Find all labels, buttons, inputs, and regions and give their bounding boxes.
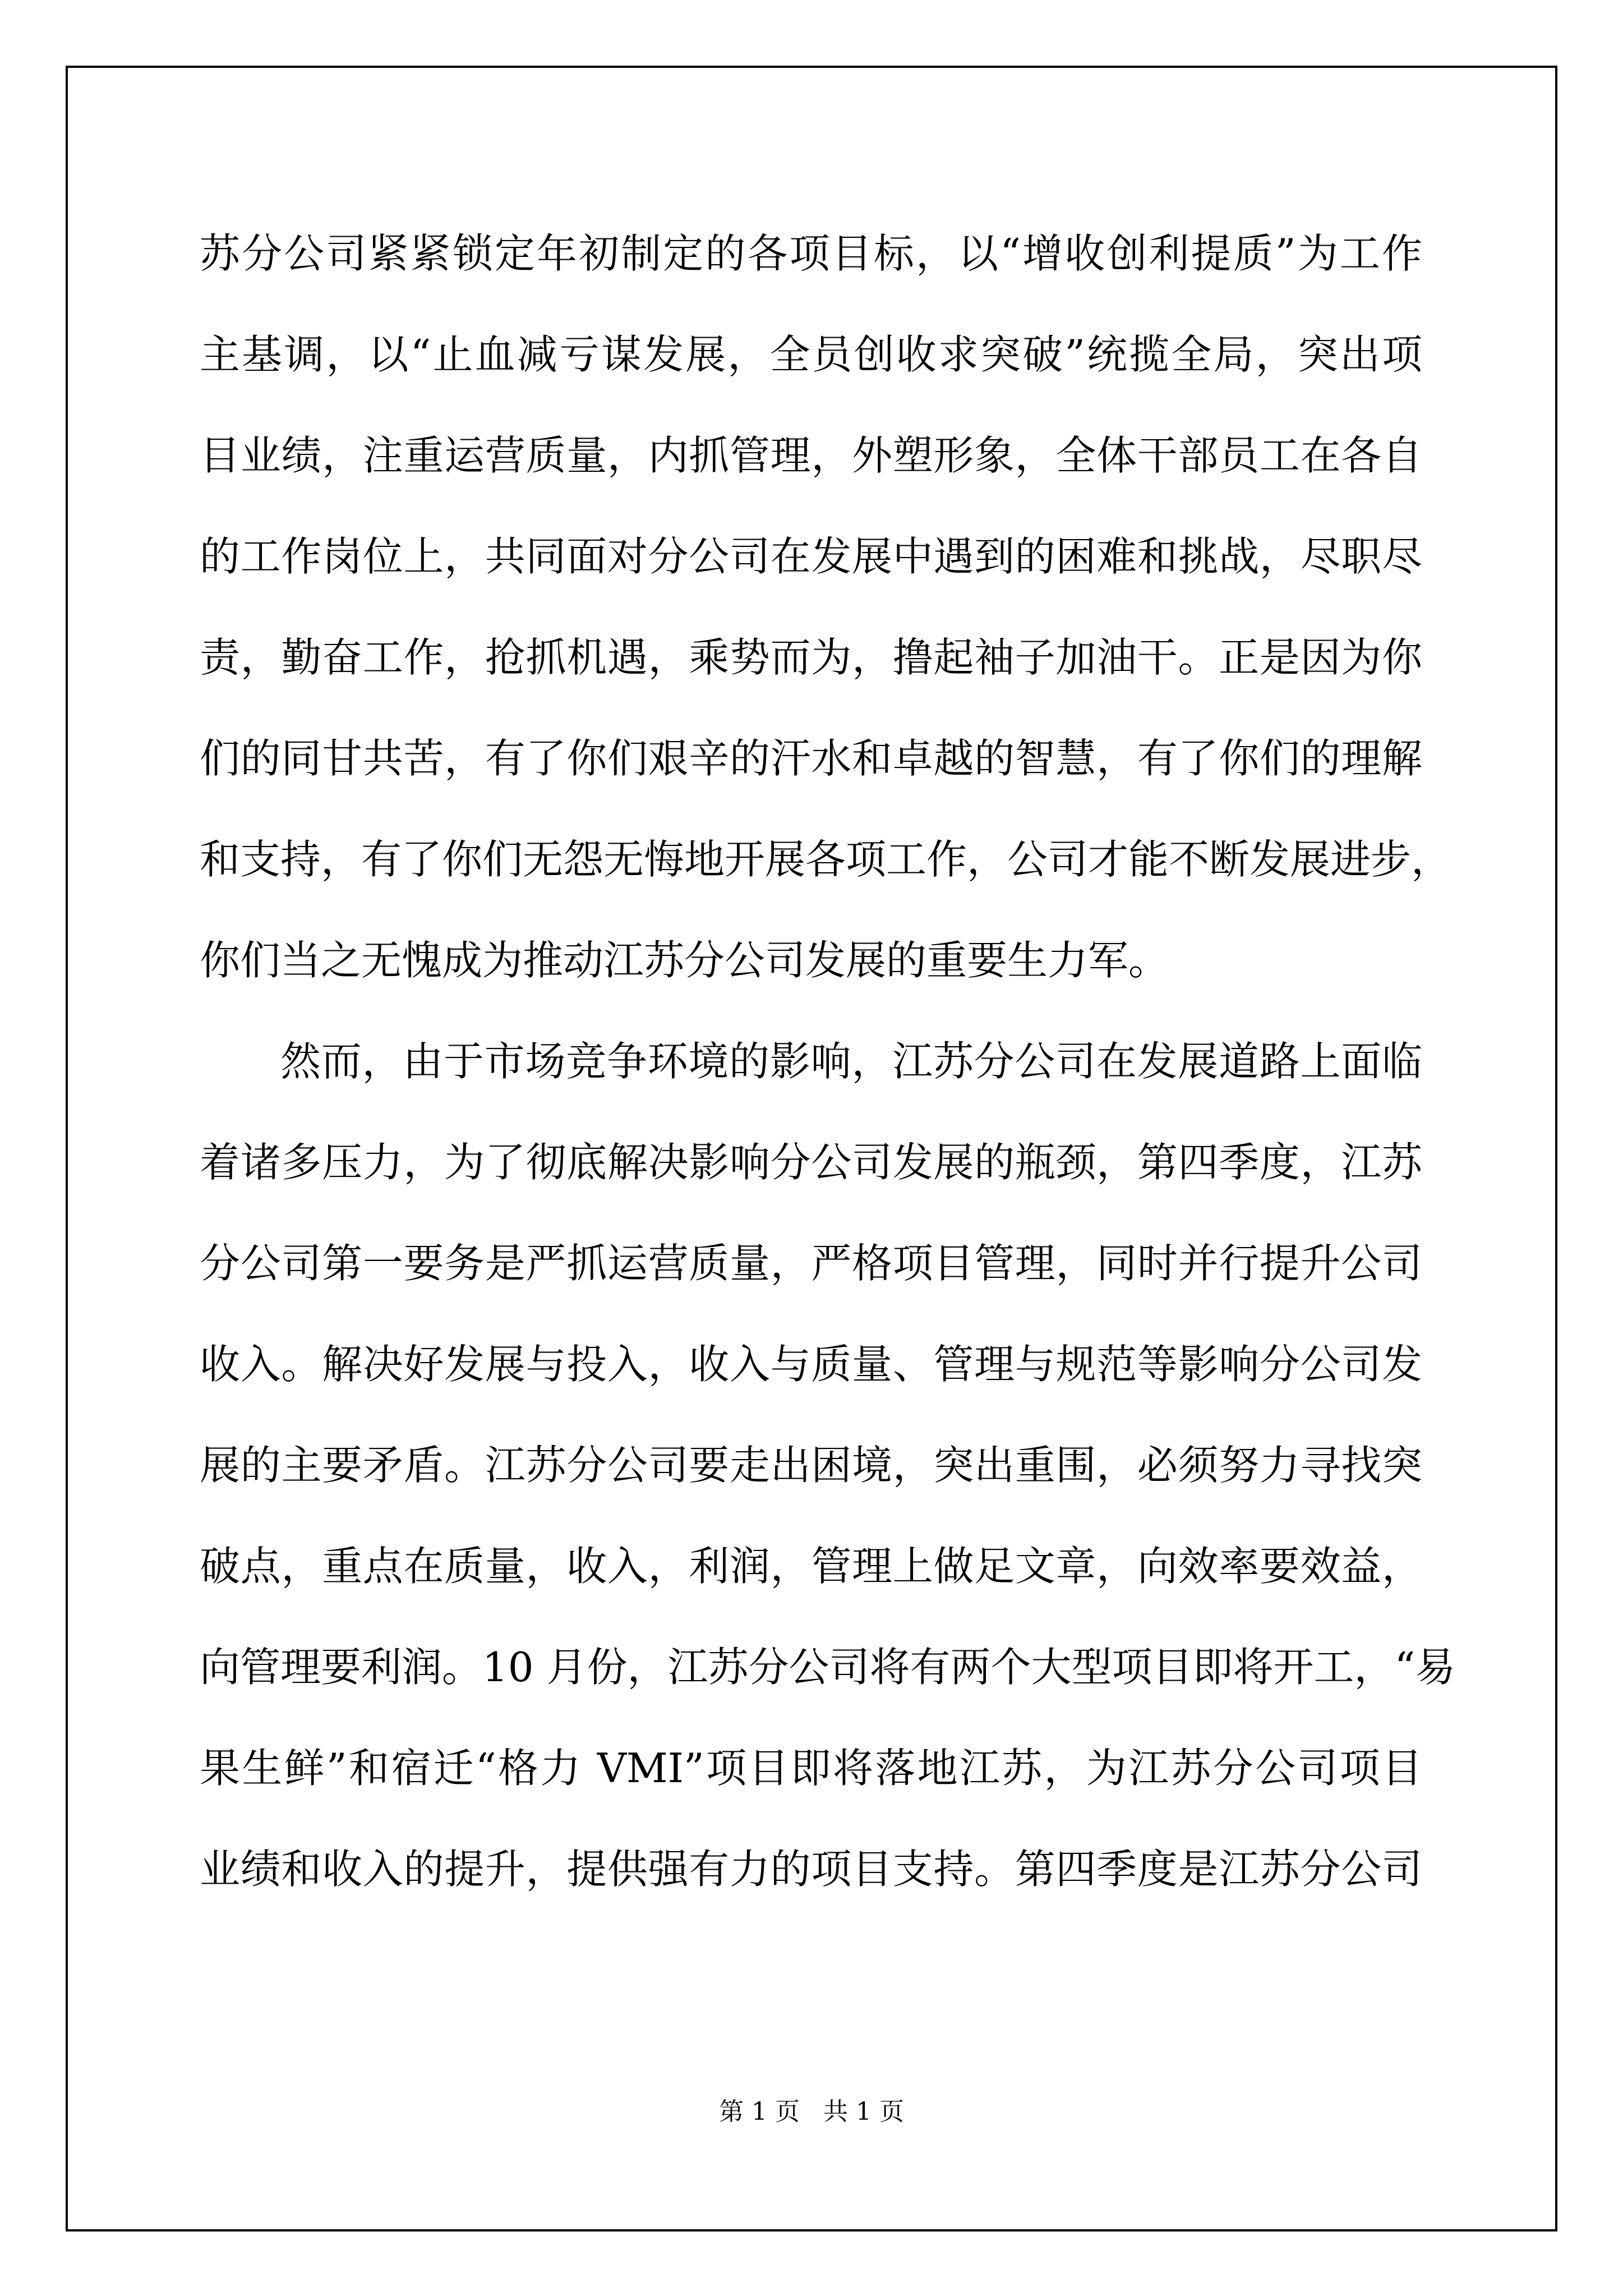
- paragraph-2-line-3: 分公司第一要务是严抓运营质量，严格项目管理，同时并行提升公司: [200, 1240, 1422, 1287]
- paragraph-2-line-6: 破点，重点在质量，收入，利润，管理上做足文章，向效率要效益，: [200, 1543, 1422, 1590]
- paragraph-1-line-3: 目业绩，注重运营质量，内抓管理，外塑形象，全体干部员工在各自: [200, 432, 1422, 479]
- paragraph-2-line-2: 着诸多压力，为了彻底解决影响分公司发展的瓶颈，第四季度，江苏: [200, 1139, 1422, 1186]
- paragraph-1-line-8: 你们当之无愧成为推动江苏分公司发展的重要生力军。: [200, 937, 1169, 984]
- paragraph-2-line-9: 业绩和收入的提升，提供强有力的项目支持。第四季度是江苏分公司: [200, 1846, 1422, 1893]
- paragraph-2-line-4: 收入。解决好发展与投入，收入与质量、管理与规范等影响分公司发: [200, 1341, 1422, 1388]
- paragraph-1-line-1: 苏分公司紧紧锁定年初制定的各项目标，以“增收创利提质”为工作: [200, 230, 1422, 277]
- document-body: [200, 203, 1456, 1920]
- page-footer: [0, 2091, 1623, 2127]
- paragraph-1-line-7: 和支持，有了你们无怨无悔地开展各项工作，公司才能不断发展进步，: [200, 836, 1452, 883]
- paragraph-1-line-6: 们的同甘共苦，有了你们艰辛的汗水和卓越的智慧，有了你们的理解: [200, 735, 1422, 782]
- paragraph-2-line-7: 向管理要利润。10 月份，江苏分公司将有两个大型项目即将开工，“易: [200, 1644, 1456, 1691]
- paragraph-2-line-1: 然而，由于市场竞争环境的影响，江苏分公司在发展道路上面临: [280, 1038, 1422, 1085]
- paragraph-1-line-5: 责，勤奋工作，抢抓机遇，乘势而为，撸起袖子加油干。正是因为你: [200, 634, 1422, 681]
- page-number: 第 1 页: [719, 2097, 800, 2126]
- paragraph-2-line-8: 果生鲜”和宿迁“格力 VMI”项目即将落地江苏，为江苏分公司项目: [200, 1745, 1422, 1792]
- page-total: 共 1 页: [823, 2097, 904, 2126]
- paragraph-1-line-2: 主基调，以“止血减亏谋发展，全员创收求突破”统揽全局，突出项: [200, 331, 1422, 378]
- paragraph-1-line-4: 的工作岗位上，共同面对分公司在发展中遇到的困难和挑战，尽职尽: [200, 533, 1422, 580]
- paragraph-2-line-5: 展的主要矛盾。江苏分公司要走出困境，突出重围，必须努力寻找突: [200, 1442, 1422, 1489]
